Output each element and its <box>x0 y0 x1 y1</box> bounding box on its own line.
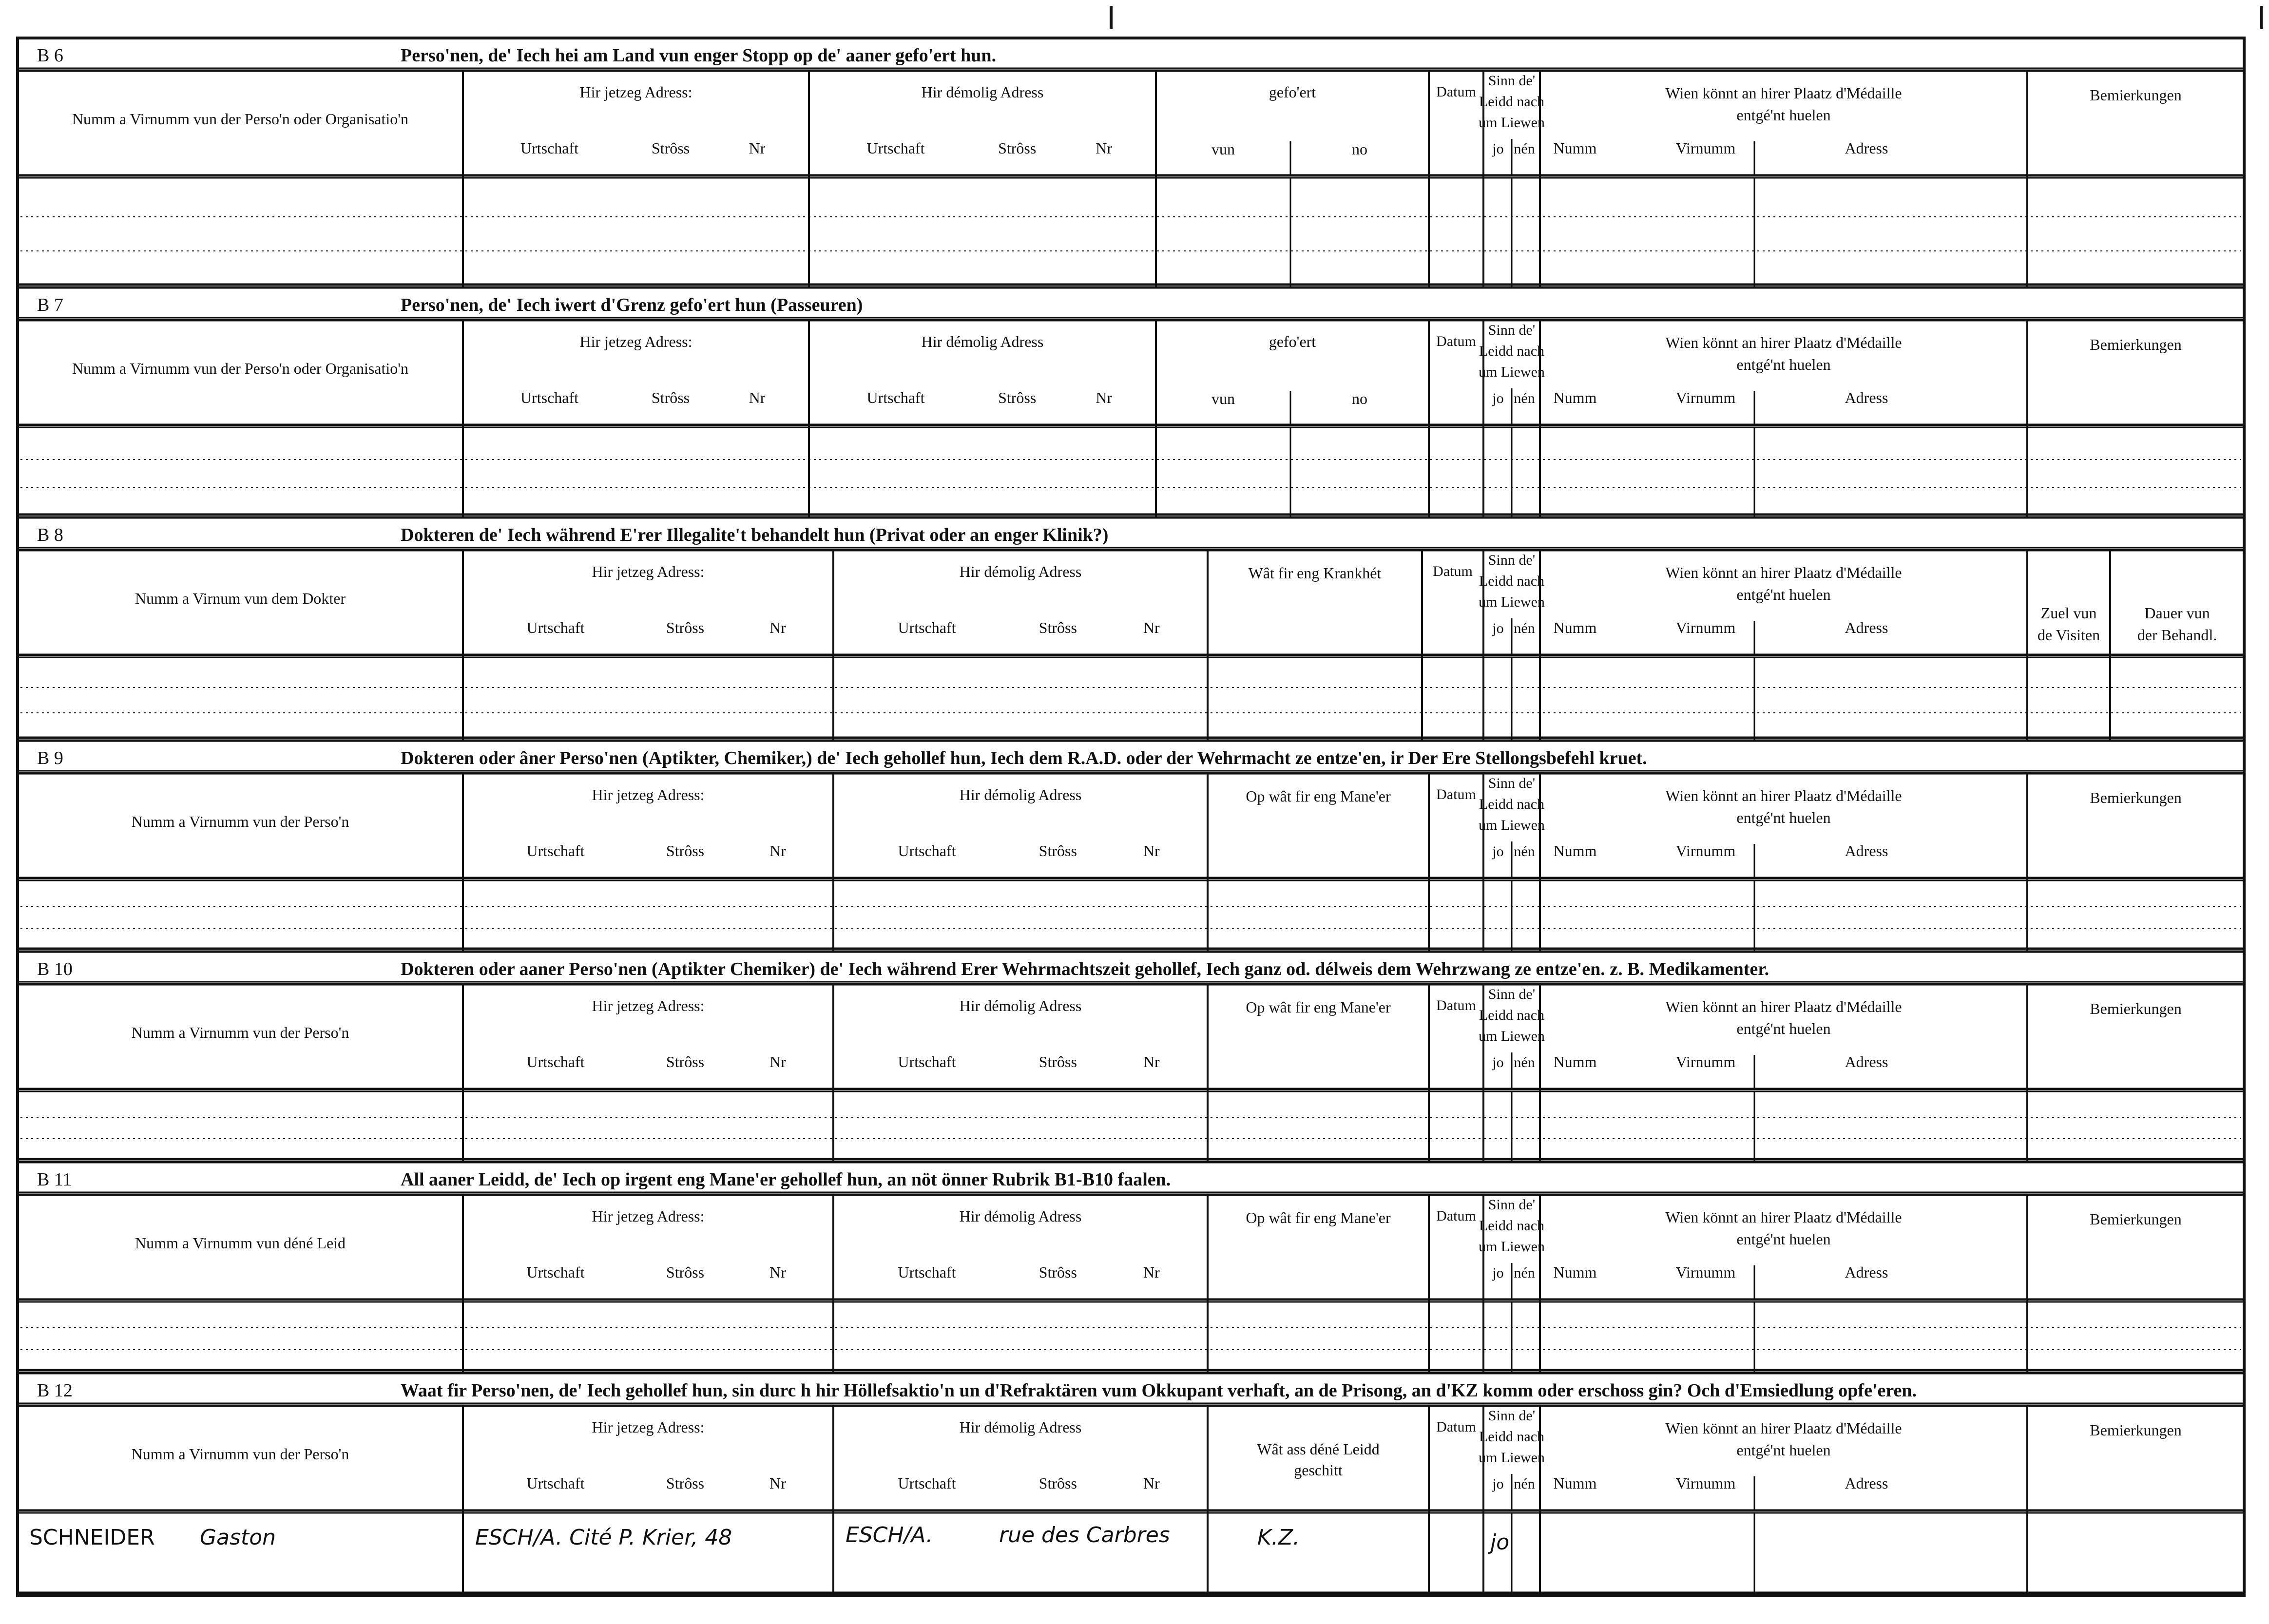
virnumm-label: Virnumm <box>1675 1474 1736 1492</box>
urtschaft-label: Urtschaft <box>526 1474 585 1492</box>
sinn-label: um Liewen <box>1479 817 1545 833</box>
urtschaft-label: Urtschaft <box>520 139 579 157</box>
virnumm-label: Virnumm <box>1675 389 1736 406</box>
nen-label: nén <box>1514 620 1535 636</box>
datum-label: Datum <box>1433 563 1473 579</box>
adress-label: Adress <box>1845 1053 1888 1070</box>
current-address-label: Hir jetzeg Adress: <box>579 333 692 350</box>
current-address-label: Hir jetzeg Adress: <box>592 563 705 580</box>
form-border <box>18 38 2244 1596</box>
nen-label: nén <box>1514 141 1535 157</box>
datum-label: Datum <box>1436 333 1476 349</box>
section-code: B 9 <box>37 748 63 768</box>
what-label: Wât ass déné Leidd <box>1257 1440 1380 1458</box>
current-address-label: Hir jetzeg Adress: <box>592 997 705 1014</box>
urtschaft-label: Urtschaft <box>898 842 956 860</box>
nr-label: Nr <box>1096 389 1113 406</box>
stross-label: Strôss <box>998 139 1037 157</box>
sinn-label: Leidd nach <box>1479 1007 1545 1023</box>
urtschaft-label: Urtschaft <box>898 1263 956 1281</box>
stross-label: Strôss <box>651 389 690 406</box>
current-address-label: Hir jetzeg Adress: <box>592 786 705 803</box>
adress-label: Adress <box>1845 842 1888 860</box>
datum-label: Datum <box>1436 1419 1476 1435</box>
section-title: Waat fir Perso'nen, de' Iech gehollef hun, sin durc h hir Höllefsaktio'n un d'Refraktären vum Okkupant verhaft, an de Prisong, an d'KZ komm oder erschoss gin? Och d'Emsiedlung opfe'eren. <box>401 1380 1917 1401</box>
jo-label: jo <box>1492 1265 1504 1281</box>
name-column-label: Numm a Virnumm vun der Perso'n <box>131 813 349 830</box>
gefoert-label: gefo'ert <box>1269 333 1316 350</box>
name-column-label: Numm a Virnum vun dem Dokter <box>135 590 346 607</box>
wien-label: Wien könnt an hirer Plaatz d'Médaille <box>1665 787 1902 804</box>
nen-label: nén <box>1514 1054 1535 1070</box>
stross-label: Strôss <box>666 842 705 860</box>
sinn-label: Sinn de' <box>1488 552 1536 568</box>
name-column-label: Numm a Virnumm vun der Perso'n oder Organisatio'n <box>72 360 409 377</box>
urtschaft-label: Urtschaft <box>526 619 585 636</box>
vun-label: vun <box>1211 390 1235 407</box>
sinn-label: Leidd nach <box>1479 1218 1545 1234</box>
wien-label: entgé'nt huelen <box>1736 586 1831 603</box>
current-address-label: Hir jetzeg Adress: <box>592 1418 705 1436</box>
stross-label: Strôss <box>666 619 705 636</box>
wien-label: Wien könnt an hirer Plaatz d'Médaille <box>1665 84 1902 102</box>
nr-label: Nr <box>769 1474 786 1492</box>
handwritten-alive: jo <box>1490 1530 1510 1555</box>
wien-label: entgé'nt huelen <box>1736 1441 1831 1459</box>
stross-label: Strôss <box>1038 619 1077 636</box>
stross-label: Strôss <box>666 1263 705 1281</box>
what-label: Op wât fir eng Mane'er <box>1246 787 1391 805</box>
sinn-label: Sinn de' <box>1488 1197 1536 1213</box>
dauer-label: der Behandl. <box>2137 626 2217 644</box>
sinn-label: Leidd nach <box>1479 343 1545 359</box>
datum-label: Datum <box>1436 84 1476 100</box>
nen-label: nén <box>1514 1476 1535 1492</box>
what-label: Op wât fir eng Mane'er <box>1246 998 1391 1016</box>
nr-label: Nr <box>1143 1053 1160 1070</box>
numm-label: Numm <box>1553 139 1597 157</box>
jo-label: jo <box>1492 390 1504 406</box>
name-column-label: Numm a Virnumm vun der Perso'n <box>131 1445 349 1463</box>
handwritten-surname: SCHNEIDER <box>29 1525 155 1550</box>
adress-label: Adress <box>1845 139 1888 157</box>
name-column-label: Numm a Virnumm vun déné Leid <box>135 1234 346 1252</box>
dauer-label: Dauer vun <box>2144 604 2210 622</box>
stross-label: Strôss <box>666 1053 705 1070</box>
sinn-label: um Liewen <box>1479 364 1545 380</box>
sinn-label: Leidd nach <box>1479 1429 1545 1445</box>
no-label: no <box>1352 390 1367 407</box>
wien-label: Wien könnt an hirer Plaatz d'Médaille <box>1665 998 1902 1015</box>
stross-label: Strôss <box>1038 842 1077 860</box>
section-code: B 6 <box>37 45 63 66</box>
sinn-label: um Liewen <box>1479 594 1545 610</box>
section-title: All aaner Leidd, de' Iech op irgent eng Mane'er gehollef hun, an nöt önner Rubrik B1-B10 faalen. <box>401 1169 1171 1190</box>
sinn-label: Leidd nach <box>1479 573 1545 589</box>
nr-label: Nr <box>769 842 786 860</box>
section-code: B 12 <box>37 1380 73 1401</box>
what-label: geschitt <box>1294 1461 1343 1479</box>
numm-label: Numm <box>1553 842 1597 860</box>
nr-label: Nr <box>769 1053 786 1070</box>
nr-label: Nr <box>769 1263 786 1281</box>
bemierkungen-label: Bemierkungen <box>2090 789 2182 806</box>
handwritten-previous-town: ESCH/A. <box>846 1523 933 1548</box>
sinn-label: Sinn de' <box>1488 775 1536 791</box>
wien-label: Wien könnt an hirer Plaatz d'Médaille <box>1665 1419 1902 1437</box>
zuel-label: Zuel vun <box>2040 604 2097 622</box>
jo-label: jo <box>1492 843 1504 860</box>
previous-address-label: Hir démolig Adress <box>959 997 1082 1014</box>
nr-label: Nr <box>749 139 766 157</box>
adress-label: Adress <box>1845 389 1888 406</box>
section-title: Dokteren oder aaner Perso'nen (Aptikter Chemiker) de' Iech während Erer Wehrmachtszeit gehollef, Iech ganz od. délweis dem Wehrzwang ze entze'en. z. B. Medikamenter. <box>401 959 1769 979</box>
zuel-label: de Visiten <box>2037 626 2100 644</box>
stross-label: Strôss <box>1038 1053 1077 1070</box>
jo-label: jo <box>1492 1054 1504 1070</box>
nen-label: nén <box>1514 1265 1535 1281</box>
bemierkungen-label: Bemierkungen <box>2090 1210 2182 1228</box>
wien-label: entgé'nt huelen <box>1736 1230 1831 1248</box>
bemierkungen-label: Bemierkungen <box>2090 86 2182 104</box>
section-code: B 7 <box>37 295 63 315</box>
wien-label: Wien könnt an hirer Plaatz d'Médaille <box>1665 334 1902 351</box>
nr-label: Nr <box>1143 619 1160 636</box>
sinn-label: Sinn de' <box>1488 322 1536 338</box>
bemierkungen-label: Bemierkungen <box>2090 336 2182 353</box>
nr-label: Nr <box>769 619 786 636</box>
virnumm-label: Virnumm <box>1675 842 1736 860</box>
stross-label: Strôss <box>651 139 690 157</box>
section-title: Perso'nen, de' Iech iwert d'Grenz gefo'ert hun (Passeuren) <box>401 295 863 315</box>
previous-address-label: Hir démolig Adress <box>959 1207 1082 1225</box>
urtschaft-label: Urtschaft <box>526 1053 585 1070</box>
adress-label: Adress <box>1845 1474 1888 1492</box>
sinn-label: um Liewen <box>1479 1239 1545 1255</box>
no-label: no <box>1352 140 1367 158</box>
handwritten-previous-street: rue des Carbres <box>999 1523 1170 1548</box>
previous-address-label: Hir démolig Adress <box>921 83 1044 101</box>
nr-label: Nr <box>1143 842 1160 860</box>
section-code: B 11 <box>37 1169 72 1190</box>
adress-label: Adress <box>1845 1263 1888 1281</box>
wien-label: entgé'nt huelen <box>1736 106 1831 124</box>
sinn-label: Leidd nach <box>1479 94 1545 110</box>
current-address-label: Hir jetzeg Adress: <box>579 83 692 101</box>
datum-label: Datum <box>1436 786 1476 802</box>
handwritten-firstname: Gaston <box>200 1525 276 1550</box>
sinn-label: Sinn de' <box>1488 986 1536 1002</box>
what-label: Wât fir eng Krankhét <box>1248 564 1382 582</box>
jo-label: jo <box>1492 141 1504 157</box>
handwritten-current-address: ESCH/A. Cité P. Krier, 48 <box>475 1525 732 1550</box>
nr-label: Nr <box>749 389 766 406</box>
previous-address-label: Hir démolig Adress <box>959 786 1082 803</box>
stross-label: Strôss <box>1038 1474 1077 1492</box>
section-code: B 8 <box>37 525 63 545</box>
sinn-label: um Liewen <box>1479 1028 1545 1044</box>
previous-address-label: Hir démolig Adress <box>959 1418 1082 1436</box>
jo-label: jo <box>1492 1476 1504 1492</box>
wien-label: Wien könnt an hirer Plaatz d'Médaille <box>1665 564 1902 581</box>
numm-label: Numm <box>1553 1053 1597 1070</box>
urtschaft-label: Urtschaft <box>898 1053 956 1070</box>
urtschaft-label: Urtschaft <box>866 389 925 406</box>
datum-label: Datum <box>1436 1208 1476 1224</box>
handwritten-what-happened: K.Z. <box>1257 1525 1300 1550</box>
name-column-label: Numm a Virnumm vun der Perso'n <box>131 1024 349 1041</box>
vun-label: vun <box>1211 140 1235 158</box>
wien-label: Wien könnt an hirer Plaatz d'Médaille <box>1665 1208 1902 1226</box>
wien-label: entgé'nt huelen <box>1736 356 1831 373</box>
urtschaft-label: Urtschaft <box>520 389 579 406</box>
section-title: Perso'nen, de' Iech hei am Land vun enger Stopp op de' aaner gefo'ert hun. <box>401 45 997 66</box>
nen-label: nén <box>1514 843 1535 860</box>
virnumm-label: Virnumm <box>1675 1263 1736 1281</box>
nr-label: Nr <box>1096 139 1113 157</box>
section-title: Dokteren oder âner Perso'nen (Aptikter, Chemiker,) de' Iech gehollef hun, Iech dem R.A.D. oder der Wehrmacht ze entze'en, ir Der Ere Stellongsbefehl kruet. <box>401 748 1647 768</box>
nr-label: Nr <box>1143 1474 1160 1492</box>
stross-label: Strôss <box>666 1474 705 1492</box>
section-title: Dokteren de' Iech während E'rer Illegalite't behandelt hun (Privat oder an enger Klinik?) <box>401 525 1109 545</box>
urtschaft-label: Urtschaft <box>526 1263 585 1281</box>
datum-label: Datum <box>1436 997 1476 1013</box>
virnumm-label: Virnumm <box>1675 139 1736 157</box>
urtschaft-label: Urtschaft <box>898 619 956 636</box>
sinn-label: um Liewen <box>1479 1450 1545 1466</box>
bemierkungen-label: Bemierkungen <box>2090 1000 2182 1017</box>
numm-label: Numm <box>1553 389 1597 406</box>
wien-label: entgé'nt huelen <box>1736 809 1831 826</box>
urtschaft-label: Urtschaft <box>898 1474 956 1492</box>
numm-label: Numm <box>1553 1263 1597 1281</box>
section-code: B 10 <box>37 959 73 979</box>
current-address-label: Hir jetzeg Adress: <box>592 1207 705 1225</box>
gefoert-label: gefo'ert <box>1269 83 1316 101</box>
stross-label: Strôss <box>1038 1263 1077 1281</box>
sinn-label: Leidd nach <box>1479 796 1545 812</box>
nen-label: nén <box>1514 390 1535 406</box>
bemierkungen-label: Bemierkungen <box>2090 1421 2182 1439</box>
sinn-label: Sinn de' <box>1488 1408 1536 1424</box>
nr-label: Nr <box>1143 1263 1160 1281</box>
numm-label: Numm <box>1553 619 1597 636</box>
name-column-label: Numm a Virnumm vun der Perso'n oder Organisatio'n <box>72 110 409 128</box>
virnumm-label: Virnumm <box>1675 619 1736 636</box>
numm-label: Numm <box>1553 1474 1597 1492</box>
virnumm-label: Virnumm <box>1675 1053 1736 1070</box>
wien-label: entgé'nt huelen <box>1736 1020 1831 1037</box>
urtschaft-label: Urtschaft <box>526 842 585 860</box>
what-label: Op wât fir eng Mane'er <box>1246 1209 1391 1226</box>
stross-label: Strôss <box>998 389 1037 406</box>
adress-label: Adress <box>1845 619 1888 636</box>
sinn-label: um Liewen <box>1479 115 1545 131</box>
urtschaft-label: Urtschaft <box>866 139 925 157</box>
previous-address-label: Hir démolig Adress <box>921 333 1044 350</box>
previous-address-label: Hir démolig Adress <box>959 563 1082 580</box>
jo-label: jo <box>1492 620 1504 636</box>
sinn-label: Sinn de' <box>1488 73 1536 89</box>
